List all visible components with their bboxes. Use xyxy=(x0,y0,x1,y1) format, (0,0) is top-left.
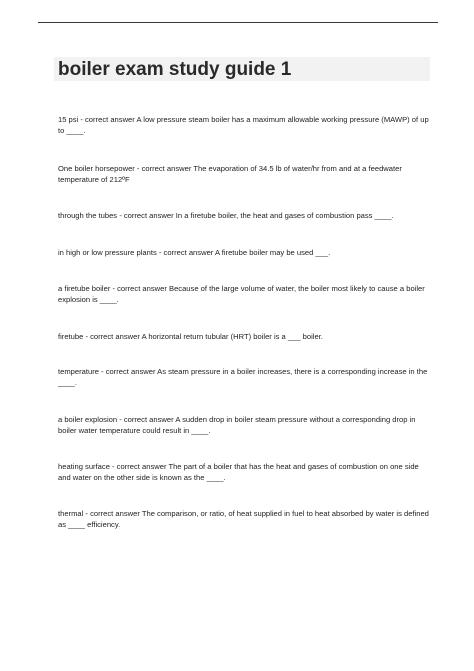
page-title: boiler exam study guide 1 xyxy=(58,59,292,80)
qa-item-5: a firetube boiler - correct answer Because of the large volume of water, the boiler most likely to cause a boiler explosion is ____. xyxy=(58,284,425,304)
qa-item-2: One boiler horsepower - correct answer The evaporation of 34.5 lb of water/hr from and at a feedwater temperature of 212ºF xyxy=(58,164,402,184)
qa-item-7: temperature - correct answer As steam pressure in a boiler increases, there is a corresponding increase in the ____. xyxy=(58,367,428,387)
qa-item-4: in high or low pressure plants - correct answer A firetube boiler may be used ___. xyxy=(58,248,331,257)
top-divider xyxy=(38,22,438,23)
qa-item-8: a boiler explosion - correct answer A sudden drop in boiler steam pressure without a corresponding drop in boiler water temperature could result in ____. xyxy=(58,415,416,435)
qa-item-3: through the tubes - correct answer In a firetube boiler, the heat and gases of combustion pass ____. xyxy=(58,211,394,220)
qa-item-6: firetube - correct answer A horizontal return tubular (HRT) boiler is a ___ boiler. xyxy=(58,332,323,341)
qa-item-10: thermal - correct answer The comparison, or ratio, of heat supplied in fuel to heat absorbed by water is defined as ____ efficiency. xyxy=(58,509,429,529)
qa-item-1: 15 psi - correct answer A low pressure steam boiler has a maximum allowable working pressure (MAWP) of up to ____. xyxy=(58,115,429,135)
qa-item-9: heating surface - correct answer The part of a boiler that has the heat and gases of combustion on one side and water on the other side is known as the ____. xyxy=(58,462,419,482)
